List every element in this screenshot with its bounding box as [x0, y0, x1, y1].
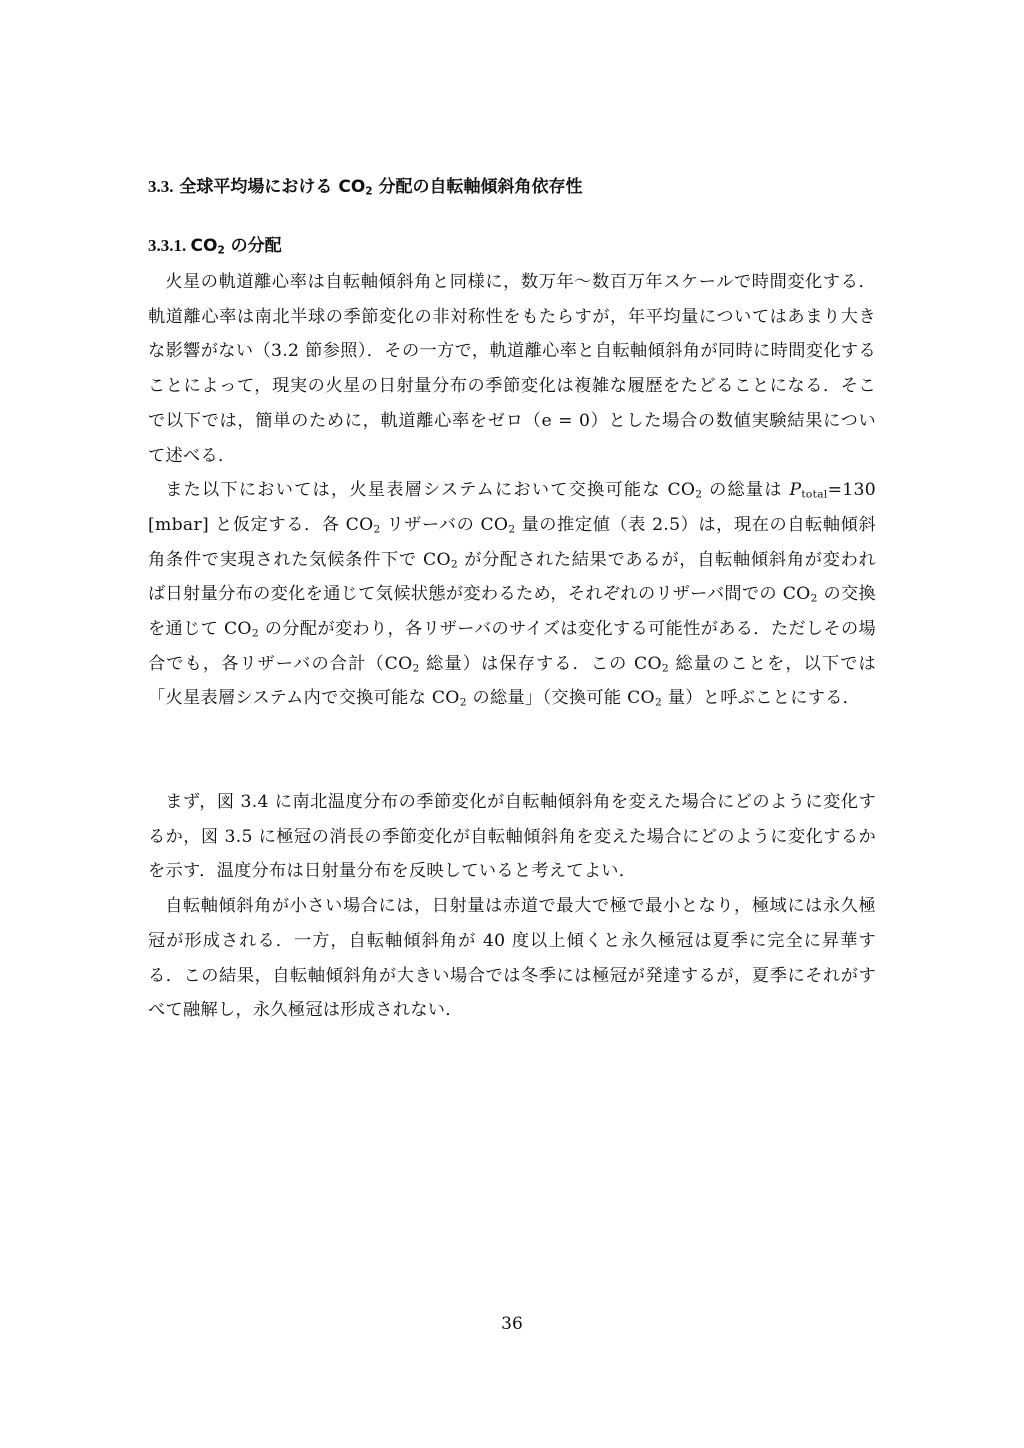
section-title-subscript: 2: [365, 185, 373, 198]
paragraph-2-text: の総量は: [702, 480, 790, 501]
co2-subscript: 2: [251, 626, 259, 640]
subsection-number: 3.3.1.: [148, 236, 191, 255]
pressure-variable: P: [789, 480, 802, 501]
co2-subscript: 2: [450, 557, 458, 571]
paragraph-2-text: リザーバの CO: [380, 514, 509, 535]
paragraph-2-text: =130 [mbar] と仮定する．各 CO: [148, 480, 876, 535]
co2-subscript: 2: [654, 696, 663, 710]
body-block-2: [148, 785, 876, 1028]
paragraph-1: 火星の軌道離心率は自転軸傾斜角と同様に，数万年〜数百万年スケールで時間変化する．軌道離心率は南北半球の季節変化の非対称性をもたらすが，年平均量についてはあまり大きな影響がない（3.2 節参照）．その一方で，軌道離心率と自転軸傾斜角が同時に時間変化することによって，現実の火星の日射量分布の季節変化は複雑な履歴をたどることになる．そこで以下では，簡単のために，軌道離心率をゼロ（e = 0）とした場合の数値実験結果について述べる．: [148, 272, 876, 466]
co2-subscript: 2: [459, 696, 467, 710]
section-title-part1: 全球平均場における CO: [179, 177, 366, 197]
pressure-subscript: total: [801, 487, 828, 501]
section-heading: [148, 172, 583, 197]
co2-subscript: 2: [810, 591, 818, 605]
subsection-title-part1: CO: [190, 236, 218, 256]
paragraph-2-text: の交換を通じて CO: [148, 584, 876, 640]
subsection-title-subscript: 2: [217, 244, 225, 257]
paragraph-3: まず，図 3.4 に南北温度分布の季節変化が自転軸傾斜角を変えた場合にどのように変化するか，図 3.5 に極冠の消長の季節変化が自転軸傾斜角を変えた場合にどのように変化するかを示す．温度分布は日射量分布を反映していると考えてよい．: [148, 792, 876, 882]
paragraph-2: [148, 473, 876, 716]
co2-subscript: 2: [508, 522, 516, 536]
paragraph-2-text: 量の推定値（表 2.5）は，現在の自転軸傾斜角条件で実現された気候条件下で CO: [148, 514, 876, 570]
section-title-part2: 分配の自転軸傾斜角依存性: [372, 177, 583, 197]
body-block-1: [148, 265, 876, 716]
section-number: 3.3.: [148, 177, 174, 196]
paragraph-2-text: の総量」（交換可能 CO: [466, 688, 655, 709]
co2-subscript: 2: [412, 661, 420, 675]
co2-subscript: 2: [661, 661, 669, 675]
co2-subscript: 2: [695, 487, 703, 501]
page-number: 36: [501, 1314, 523, 1334]
paragraph-4: 自転軸傾斜角が小さい場合には，日射量は赤道で最大で極で最小となり，極域には永久極冠が形成される．一方，自転軸傾斜角が 40 度以上傾くと永久極冠は夏季に完全に昇華する．この結果，自転軸傾斜角が大きい場合では冬季には極冠が発達するが，夏季にそれがすべて融解し，永久極冠は形成されない．: [148, 896, 876, 1021]
co2-subscript: 2: [373, 522, 381, 536]
paragraph-2-text: 総量のことを，以下では「火星表層システム内で交換可能な CO: [148, 653, 877, 709]
paragraph-2-text: 量）と呼ぶことにする．: [662, 688, 861, 709]
paragraph-2-text: が分配された結果であるが，自転軸傾斜角が変われば日射量分布の変化を通じて気候状態が変わるため，それぞれのリザーバ間での CO: [148, 549, 877, 605]
paragraph-2-text: 総量）は保存する．この CO: [419, 653, 662, 674]
subsection-title-part2: の分配: [224, 236, 282, 256]
paragraph-2-text: の分配が変わり，各リザーバのサイズは変化する可能性がある．ただしその場合でも，各リザーバの合計（CO: [148, 619, 877, 674]
paragraph-2-text: また以下においては，火星表層システムにおいて交換可能な CO: [165, 480, 696, 501]
subsection-heading: [148, 231, 282, 256]
